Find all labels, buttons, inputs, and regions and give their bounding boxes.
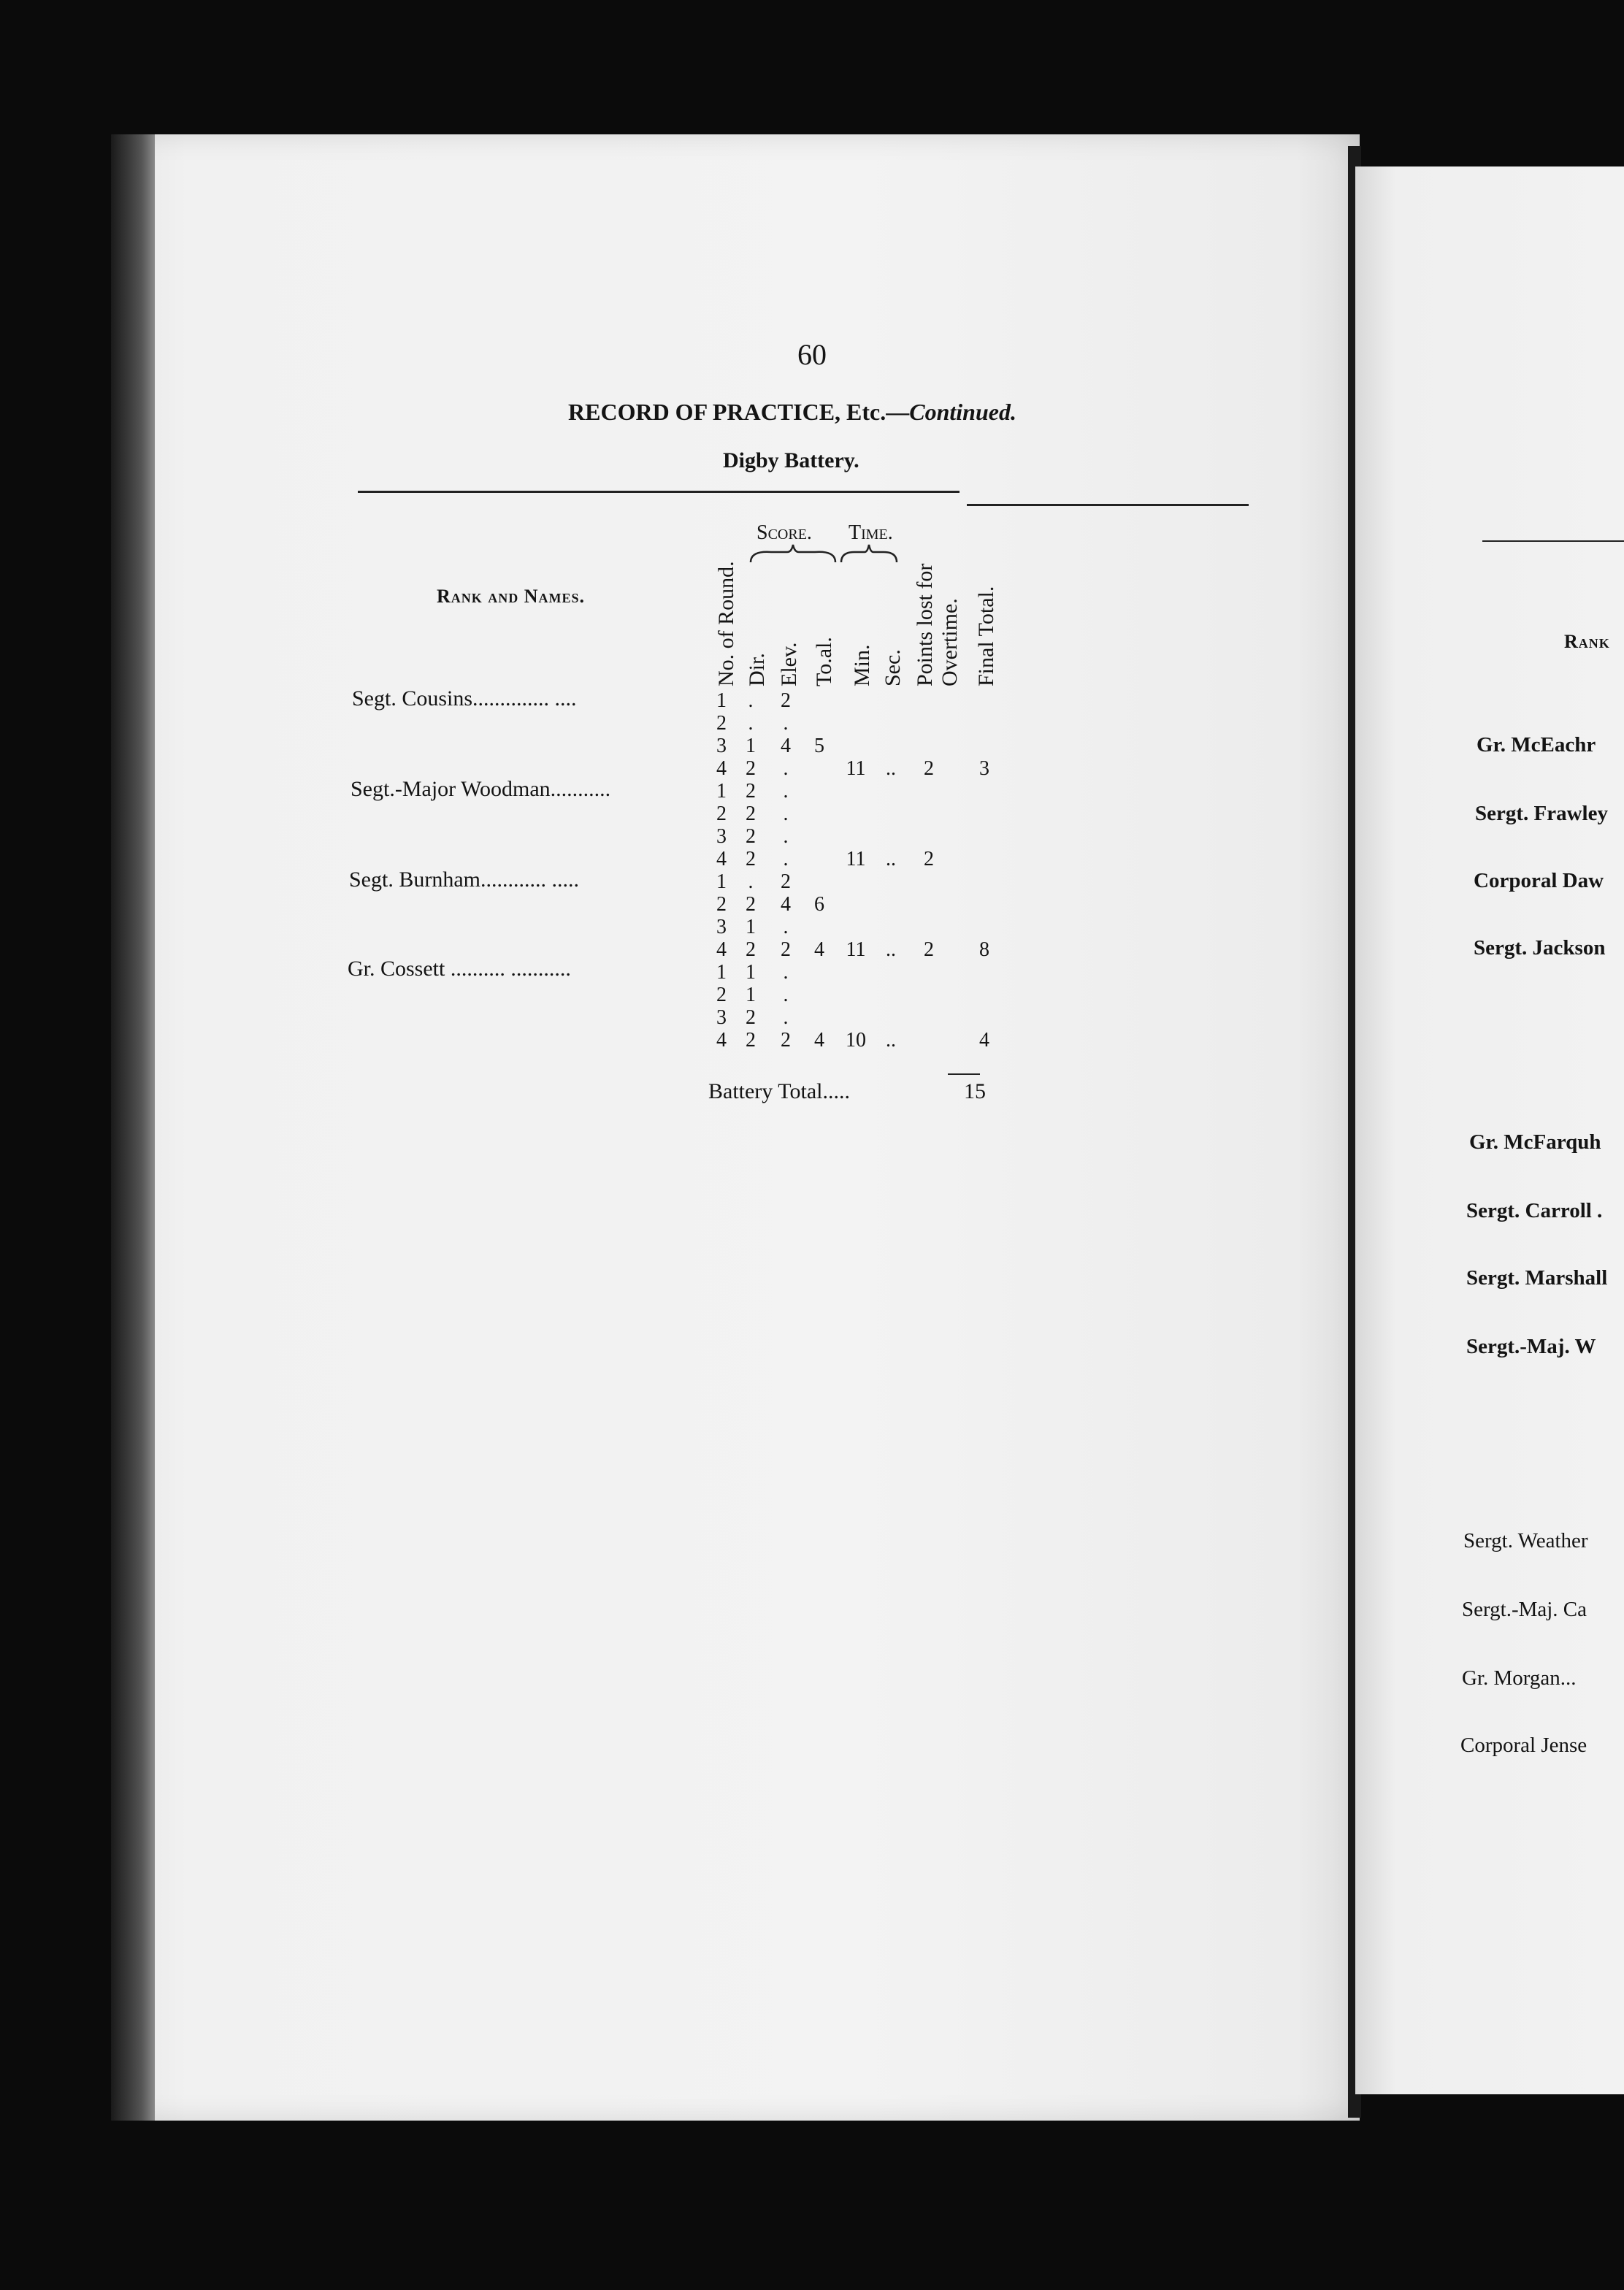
cell-round: 4 [716,757,727,780]
col-header-total: To.al. [812,637,836,686]
cell-elev: 2 [781,689,791,712]
cell-elev: . [783,1006,789,1029]
battery-name: Digby Battery. [723,448,859,472]
cell-total: 5 [814,735,824,757]
cell-elev: . [783,916,789,938]
entry-name: Segt.-Major Woodman........... [351,777,611,801]
cell-dir: 2 [746,1006,756,1029]
col-header-points-lost-1: Points lost for [913,563,937,686]
cell-round: 1 [716,870,727,893]
cell-sec: .. [886,757,896,780]
cell-dir: 2 [746,803,756,825]
right-entry-name: Corporal Jense [1460,1734,1587,1757]
cell-elev: . [783,825,789,848]
entry-name: Segt. Burnham............ ..... [349,868,579,892]
right-entry-name: Sergt. Frawley [1475,802,1608,825]
cell-sec: .. [886,1029,896,1052]
score-brace [749,543,837,565]
cell-min: 11 [846,848,866,870]
right-entry-name: Sergt.-Maj. Ca [1462,1598,1587,1621]
cell-dir: 2 [746,757,756,780]
cell-elev: . [783,848,789,870]
cell-dir: 1 [746,916,756,938]
header-rule-right [967,504,1249,506]
header-title: RECORD OF PRACTICE, Etc.— [568,399,910,425]
cell-elev: . [783,803,789,825]
cell-round: 1 [716,780,727,803]
cell-round: 3 [716,1006,727,1029]
right-entry-name: Sergt. Marshall [1466,1266,1608,1290]
cell-elev: . [783,712,789,735]
cell-round: 2 [716,893,727,916]
col-header-min: Min. [850,644,874,686]
entry-name: Segt. Cousins.............. .... [352,686,577,711]
right-entry-name: Sergt. Weather [1463,1529,1588,1552]
col-header-sec: Sec. [881,649,905,686]
cell-elev: . [783,961,789,984]
cell-elev: 4 [781,893,791,916]
right-entry-name: Gr. McFarquh [1469,1130,1601,1154]
cell-round: 4 [716,848,727,870]
cell-round: 2 [716,803,727,825]
cell-final: 8 [979,938,989,961]
total-rule [948,1073,980,1075]
cell-final: 3 [979,757,989,780]
cell-lost: 2 [924,757,934,780]
cell-round: 3 [716,916,727,938]
cell-round: 2 [716,984,727,1006]
cell-round: 4 [716,938,727,961]
rank-and-names-header: Rank and Names. [437,586,586,607]
cell-lost: 2 [924,938,934,961]
right-entry-name: Corporal Daw [1474,869,1604,892]
cell-elev: 4 [781,735,791,757]
score-group-label: Score. [757,521,812,544]
page-header [568,399,1016,426]
cell-dir: 2 [746,893,756,916]
right-header-rule [1482,540,1624,542]
page-number: 60 [797,338,827,371]
cell-dir: 2 [746,848,756,870]
cell-round: 3 [716,825,727,848]
cell-final: 4 [979,1029,989,1052]
cell-round: 4 [716,1029,727,1052]
cell-elev: 2 [781,870,791,893]
cell-dir: . [748,689,754,712]
time-brace [840,543,898,565]
left-page [111,134,1360,2121]
cell-lost: 2 [924,848,934,870]
col-header-dir: Dir. [745,653,769,686]
book-binding [111,134,155,2121]
cell-elev: . [783,984,789,1006]
cell-elev: 2 [781,1029,791,1052]
right-rank-header: Rank [1564,631,1610,652]
cell-dir: 1 [746,961,756,984]
cell-min: 11 [846,757,866,780]
cell-dir: 2 [746,780,756,803]
cell-elev: . [783,757,789,780]
time-group-label: Time. [849,521,893,544]
header-continued: Continued. [909,399,1016,425]
cell-total: 4 [814,938,824,961]
cell-dir: 2 [746,1029,756,1052]
cell-sec: .. [886,848,896,870]
cell-dir: 2 [746,938,756,961]
cell-dir: 2 [746,825,756,848]
battery-total-value: 15 [964,1079,986,1103]
cell-round: 1 [716,961,727,984]
cell-min: 10 [846,1029,866,1052]
col-header-final-total: Final Total. [974,586,998,686]
right-entry-name: Gr. Morgan... [1462,1666,1577,1690]
right-entry-name: Sergt. Jackson [1474,936,1606,960]
header-rule-left [358,491,960,493]
cell-round: 2 [716,712,727,735]
cell-sec: .. [886,938,896,961]
cell-dir: . [748,870,754,893]
right-entry-name: Gr. McEachr [1476,733,1596,757]
cell-total: 6 [814,893,824,916]
cell-total: 4 [814,1029,824,1052]
cell-min: 11 [846,938,866,961]
cell-round: 1 [716,689,727,712]
cell-dir: 1 [746,735,756,757]
cell-round: 3 [716,735,727,757]
entry-name: Gr. Cossett .......... ........... [348,957,571,981]
col-header-points-lost-2: Overtime. [938,598,962,686]
cell-dir: . [748,712,754,735]
col-header-elev: Elev. [777,642,801,686]
cell-elev: 2 [781,938,791,961]
cell-dir: 1 [746,984,756,1006]
col-header-round: No. of Round. [714,561,738,686]
right-entry-name: Sergt. Carroll . [1466,1199,1603,1222]
right-entry-name: Sergt.-Maj. W [1466,1335,1596,1358]
cell-elev: . [783,780,789,803]
battery-total-label: Battery Total..... [708,1079,850,1103]
